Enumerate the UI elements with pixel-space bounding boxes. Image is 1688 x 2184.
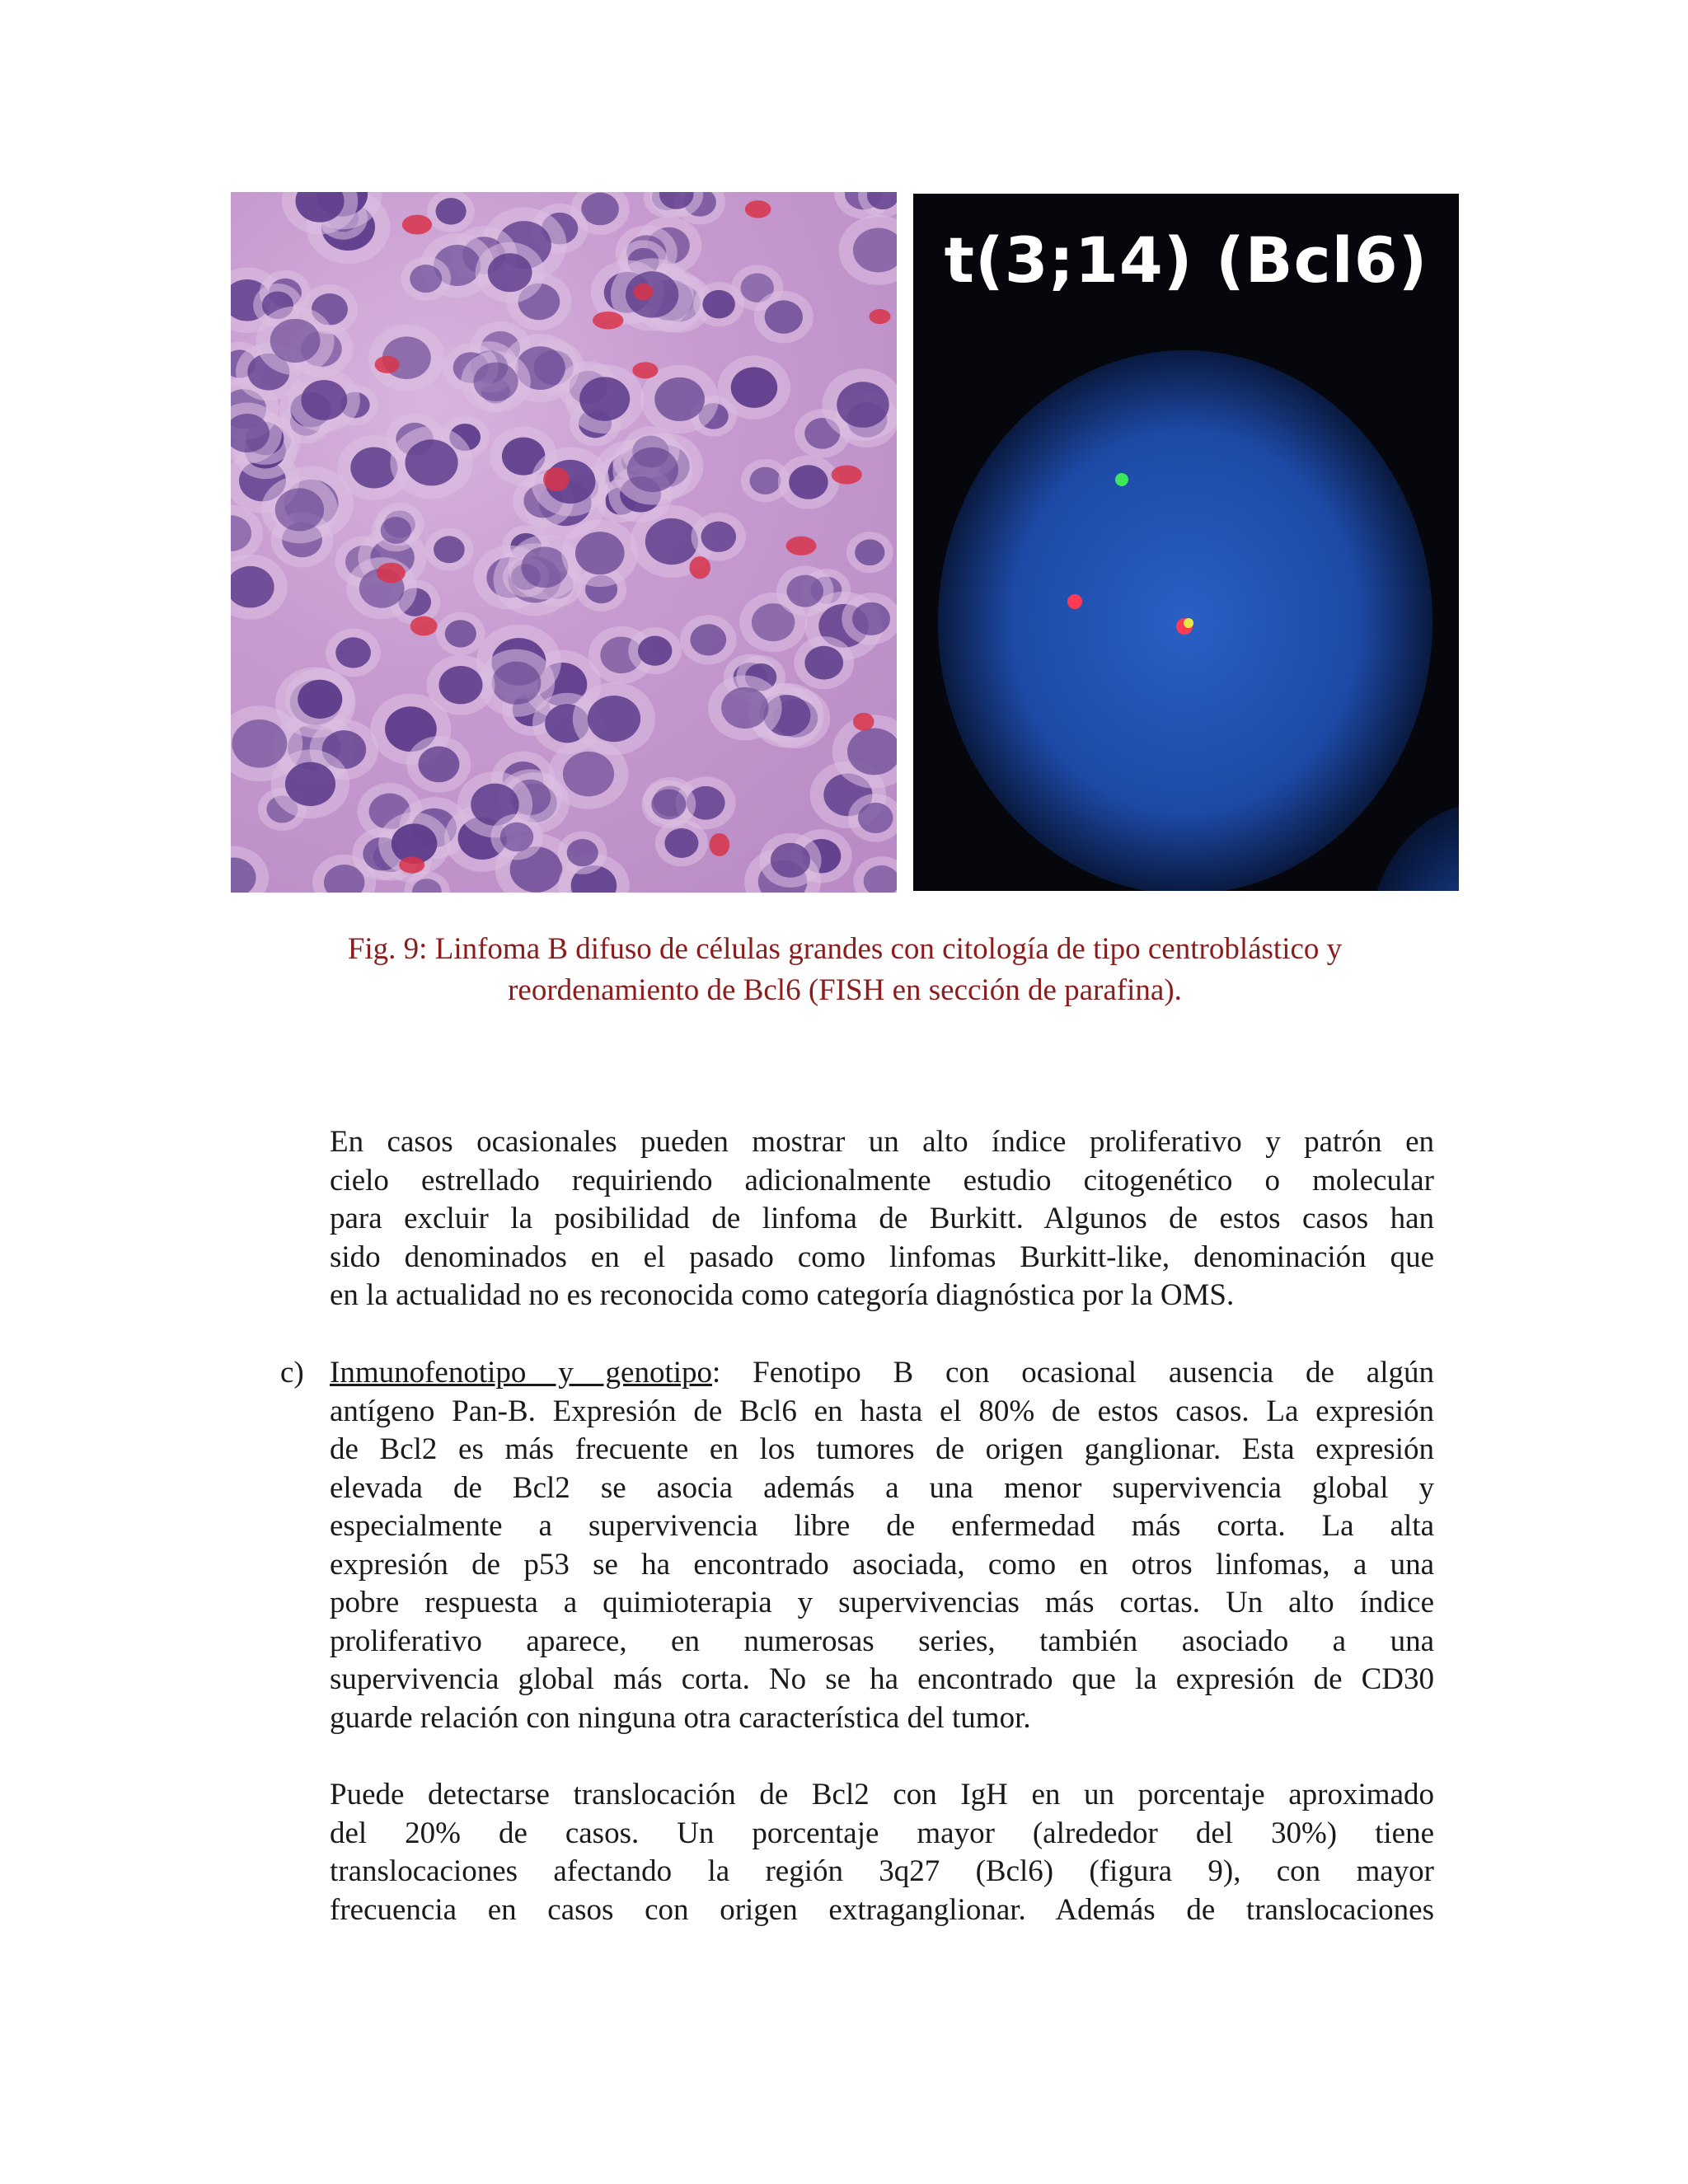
histology-nucleus — [581, 193, 619, 226]
paragraph-3 — [330, 1776, 1434, 1929]
caption-line-1: Fig. 9: Linfoma B difuso de células grandes con citología de tipo centroblástico y — [347, 932, 1343, 966]
histology-red-blood-cell — [745, 200, 771, 218]
histology-micrograph — [231, 192, 897, 893]
histology-nucleus — [789, 465, 828, 499]
histology-red-blood-cell — [402, 215, 432, 235]
histology-nucleus — [521, 546, 568, 588]
histology-nucleus — [434, 536, 465, 563]
histology-nucleus — [445, 620, 476, 647]
histology-red-blood-cell — [689, 556, 710, 579]
histology-nucleus — [575, 532, 625, 574]
histology-red-blood-cell — [633, 284, 653, 301]
paragraph-line: de Bcl2 es más frecuente en los tumores de origen ganglionar. Esta expresión — [330, 1432, 1434, 1466]
paragraph-line: Puede detectarse translocación de Bcl2 con IgH en un porcentaje aproximado — [330, 1778, 1434, 1811]
histology-red-blood-cell — [853, 713, 874, 731]
histology-nucleus — [702, 290, 734, 319]
histology-nucleus — [275, 488, 324, 531]
section-c-heading: Inmunofenotipo y genotipo — [330, 1356, 713, 1390]
paragraph-line: especialmente a supervivencia libre de enfermedad más corta. La alta — [330, 1509, 1434, 1543]
histology-nucleus — [406, 439, 458, 485]
histology-nucleus — [638, 636, 672, 666]
fish-fusion-signal-yellow — [1184, 618, 1193, 628]
histology-nucleus — [855, 539, 884, 565]
fish-micrograph — [913, 194, 1459, 891]
histology-nucleus — [651, 789, 686, 819]
paragraph-line: del 20% de casos. Un porcentaje mayor (alrededor del 30%) tiene — [330, 1816, 1434, 1850]
histology-nucleus — [285, 762, 335, 806]
histology-nucleus — [438, 666, 482, 704]
histology-red-blood-cell — [832, 466, 862, 485]
histology-nucleus — [664, 828, 698, 858]
histology-red-blood-cell — [375, 356, 400, 373]
histology-image — [231, 192, 897, 893]
histology-nucleus — [298, 680, 342, 719]
caption-line-2: reordenamiento de Bcl6 (FISH en sección de parafina). — [508, 973, 1182, 1007]
histology-red-blood-cell — [870, 309, 891, 324]
list-marker-c: c) — [280, 1356, 304, 1390]
histology-nucleus — [701, 522, 737, 552]
histology-nucleus — [301, 380, 347, 420]
paragraph-line: cielo estrellado requiriendo adicionalmente estudio citogenético o molecular — [330, 1163, 1434, 1197]
paragraph-line: En casos ocasionales pueden mostrar un alto índice proliferativo y patrón en — [330, 1125, 1434, 1159]
histology-red-blood-cell — [632, 362, 658, 378]
paragraph-line: guarde relación con ninguna otra característica del tumor. — [330, 1700, 1031, 1735]
histology-nucleus — [721, 687, 768, 729]
histology-nucleus — [335, 637, 371, 668]
fish-nucleus-2 — [1367, 804, 1459, 891]
histology-nucleus — [588, 696, 640, 742]
paragraph-line: para excluir la posibilidad de linfoma de Burkitt. Algunos de estos casos han — [330, 1202, 1434, 1235]
histology-red-blood-cell — [377, 563, 406, 583]
histology-red-blood-cell — [593, 312, 623, 330]
histology-nucleus — [750, 467, 781, 494]
histology-nucleus — [837, 382, 889, 428]
histology-nucleus — [232, 719, 287, 768]
figure-9 — [231, 192, 1459, 893]
paragraph-line — [330, 1354, 1434, 1393]
histology-nucleus — [579, 377, 630, 420]
paragraph-line: antígeno Pan-B. Expresión de Bcl6 en hasta el 80% de estos casos. La expresión — [330, 1394, 1434, 1428]
paragraph-line: translocaciones afectando la región 3q27 (Bcl6) (figura 9), con mayor — [330, 1854, 1434, 1888]
paragraph-line: en la actualidad no es reconocida como categoría diagnóstica por la OMS. — [330, 1278, 1235, 1312]
figure-caption — [231, 929, 1459, 1011]
histology-nucleus — [418, 747, 459, 783]
histology-nucleus — [804, 646, 843, 680]
histology-nucleus — [563, 752, 614, 796]
histology-nucleus — [474, 363, 518, 401]
histology-nucleus — [270, 319, 321, 363]
histology-nucleus — [500, 823, 534, 851]
histology-nucleus — [410, 265, 442, 293]
paragraph-line: elevada de Bcl2 se asocia además a una menor supervivencia global y — [330, 1470, 1434, 1505]
histology-nucleus — [492, 662, 542, 705]
fish-red-signal — [1067, 594, 1082, 609]
histology-nucleus — [771, 843, 810, 878]
histology-nucleus — [654, 377, 705, 421]
section-c-line1-rest: : Fenotipo B con ocasional ausencia de algún — [712, 1356, 1434, 1390]
fish-label: t(3;14) (Bcl6) — [944, 223, 1428, 297]
histology-red-blood-cell — [710, 833, 730, 856]
paragraph-line: supervivencia global más corta. No se ha encontrado que la expresión de CD30 — [330, 1662, 1434, 1696]
histology-nucleus — [765, 300, 803, 333]
histology-red-blood-cell — [786, 537, 817, 555]
histology-nucleus — [786, 575, 823, 607]
fish-image — [913, 194, 1459, 891]
paragraph-line: frecuencia en casos con origen extraganglionar. Además de translocaciones — [330, 1892, 1434, 1927]
histology-nucleus — [488, 253, 532, 292]
histology-red-blood-cell — [410, 616, 438, 636]
histology-nucleus — [627, 448, 678, 492]
histology-red-blood-cell — [543, 467, 570, 491]
paragraph-line: pobre respuesta a quimioterapia y supervivencias más cortas. Un alto índice — [330, 1586, 1434, 1619]
histology-nucleus — [436, 198, 467, 224]
histology-nucleus — [567, 839, 598, 866]
paragraph-1 — [330, 1123, 1434, 1315]
section-c-paragraph — [330, 1354, 1434, 1737]
paragraph-line: sido denominados en el pasado como linfomas Burkitt-like, denominación que — [330, 1240, 1434, 1274]
histology-nucleus — [858, 803, 893, 833]
histology-nucleus — [645, 518, 698, 565]
histology-nucleus — [731, 367, 777, 407]
histology-nucleus — [852, 602, 890, 635]
paragraph-line: proliferativo aparece, en numerosas series, también asociado a una — [330, 1624, 1434, 1658]
histology-nucleus — [381, 517, 411, 544]
paragraph-line: expresión de p53 se ha encontrado asociada, como en otros linfomas, a una — [330, 1547, 1434, 1582]
fish-green-signal — [1115, 473, 1128, 486]
histology-red-blood-cell — [399, 856, 424, 873]
histology-nucleus — [690, 624, 726, 655]
